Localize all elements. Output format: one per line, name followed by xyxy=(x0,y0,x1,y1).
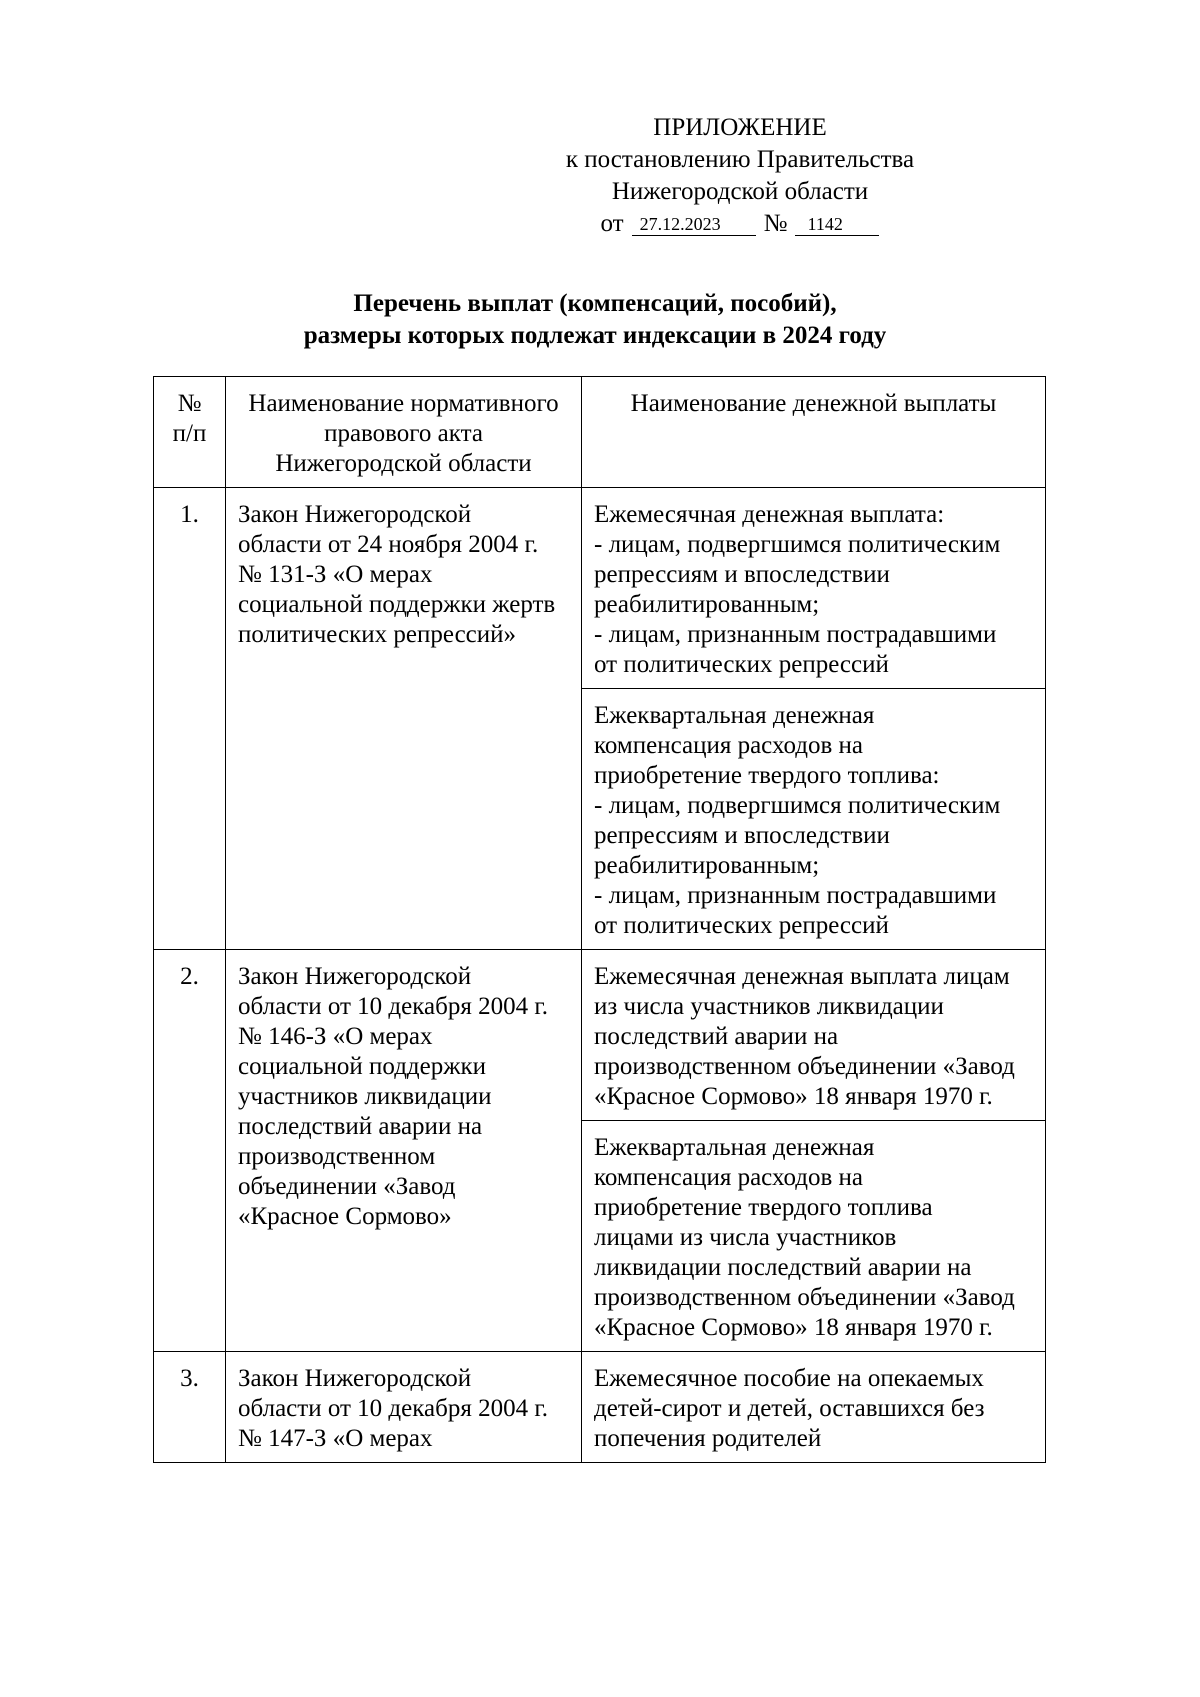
resolution-number: 1142 xyxy=(795,213,879,236)
from-label: от xyxy=(600,210,624,237)
appendix-line-region: Нижегородской области xyxy=(611,178,869,205)
header-legal-act: Наименование нормативного правового акта Нижегородской области xyxy=(226,377,582,488)
row-payment: Ежемесячное пособие на опекаемых детей-сирот и детей, оставшихся без попечения родителей xyxy=(582,1352,1046,1463)
table-row xyxy=(154,950,1046,1121)
table-row xyxy=(154,488,1046,689)
appendix-title: ПРИЛОЖЕНИЕ xyxy=(653,114,827,141)
row-payment: Ежеквартальная денежная компенсация расходов на приобретение твердого топлива: - лицам, подвергшимся политическим репрессиям и впоследствии реабилитированным; - лицам, признанным пострадавшими от политических репрессий xyxy=(582,689,1046,950)
header-number: № п/п xyxy=(154,377,226,488)
row-payment: Ежемесячная денежная выплата: - лицам, подвергшимся политическим репрессиям и впоследствии реабилитированным; - лицам, признанным пострадавшими от политических репрессий xyxy=(582,488,1046,689)
appendix-line-resolution: к постановлению Правительства xyxy=(565,146,915,173)
payments-table xyxy=(153,376,1046,1463)
resolution-date: 27.12.2023 xyxy=(632,213,756,236)
row-legal-act: Закон Нижегородской области от 24 ноября 2004 г. № 131-З «О мерах социальной поддержки жертв политических репрессий» xyxy=(226,488,582,950)
table-header-row xyxy=(154,377,1046,488)
row-legal-act: Закон Нижегородской области от 10 декабря 2004 г. № 146-З «О мерах социальной поддержки участников ликвидации последствий аварии на производственном объединении «Завод «Красное Сормово» xyxy=(226,950,582,1352)
number-label: № xyxy=(763,210,788,237)
appendix-header xyxy=(560,112,920,240)
row-number: 2. xyxy=(154,950,226,1352)
table-row xyxy=(154,1352,1046,1463)
row-number: 3. xyxy=(154,1352,226,1463)
row-payment: Ежеквартальная денежная компенсация расходов на приобретение твердого топлива лицами из числа участников ликвидации последствий аварии на производственном объединении «Завод «Красное Сормово» 18 января 1970 г. xyxy=(582,1121,1046,1352)
appendix-date-line xyxy=(560,208,920,240)
row-payment: Ежемесячная денежная выплата лицам из числа участников ликвидации последствий аварии на производственном объединении «Завод «Красное Сормово» 18 января 1970 г. xyxy=(582,950,1046,1121)
document-title-line-2: размеры которых подлежат индексации в 2024 году xyxy=(303,322,887,349)
row-legal-act: Закон Нижегородской области от 10 декабря 2004 г. № 147-З «О мерах xyxy=(226,1352,582,1463)
document-title xyxy=(150,288,1040,352)
row-number: 1. xyxy=(154,488,226,950)
header-payment: Наименование денежной выплаты xyxy=(582,377,1046,488)
document-title-line-1: Перечень выплат (компенсаций, пособий), xyxy=(353,290,837,317)
